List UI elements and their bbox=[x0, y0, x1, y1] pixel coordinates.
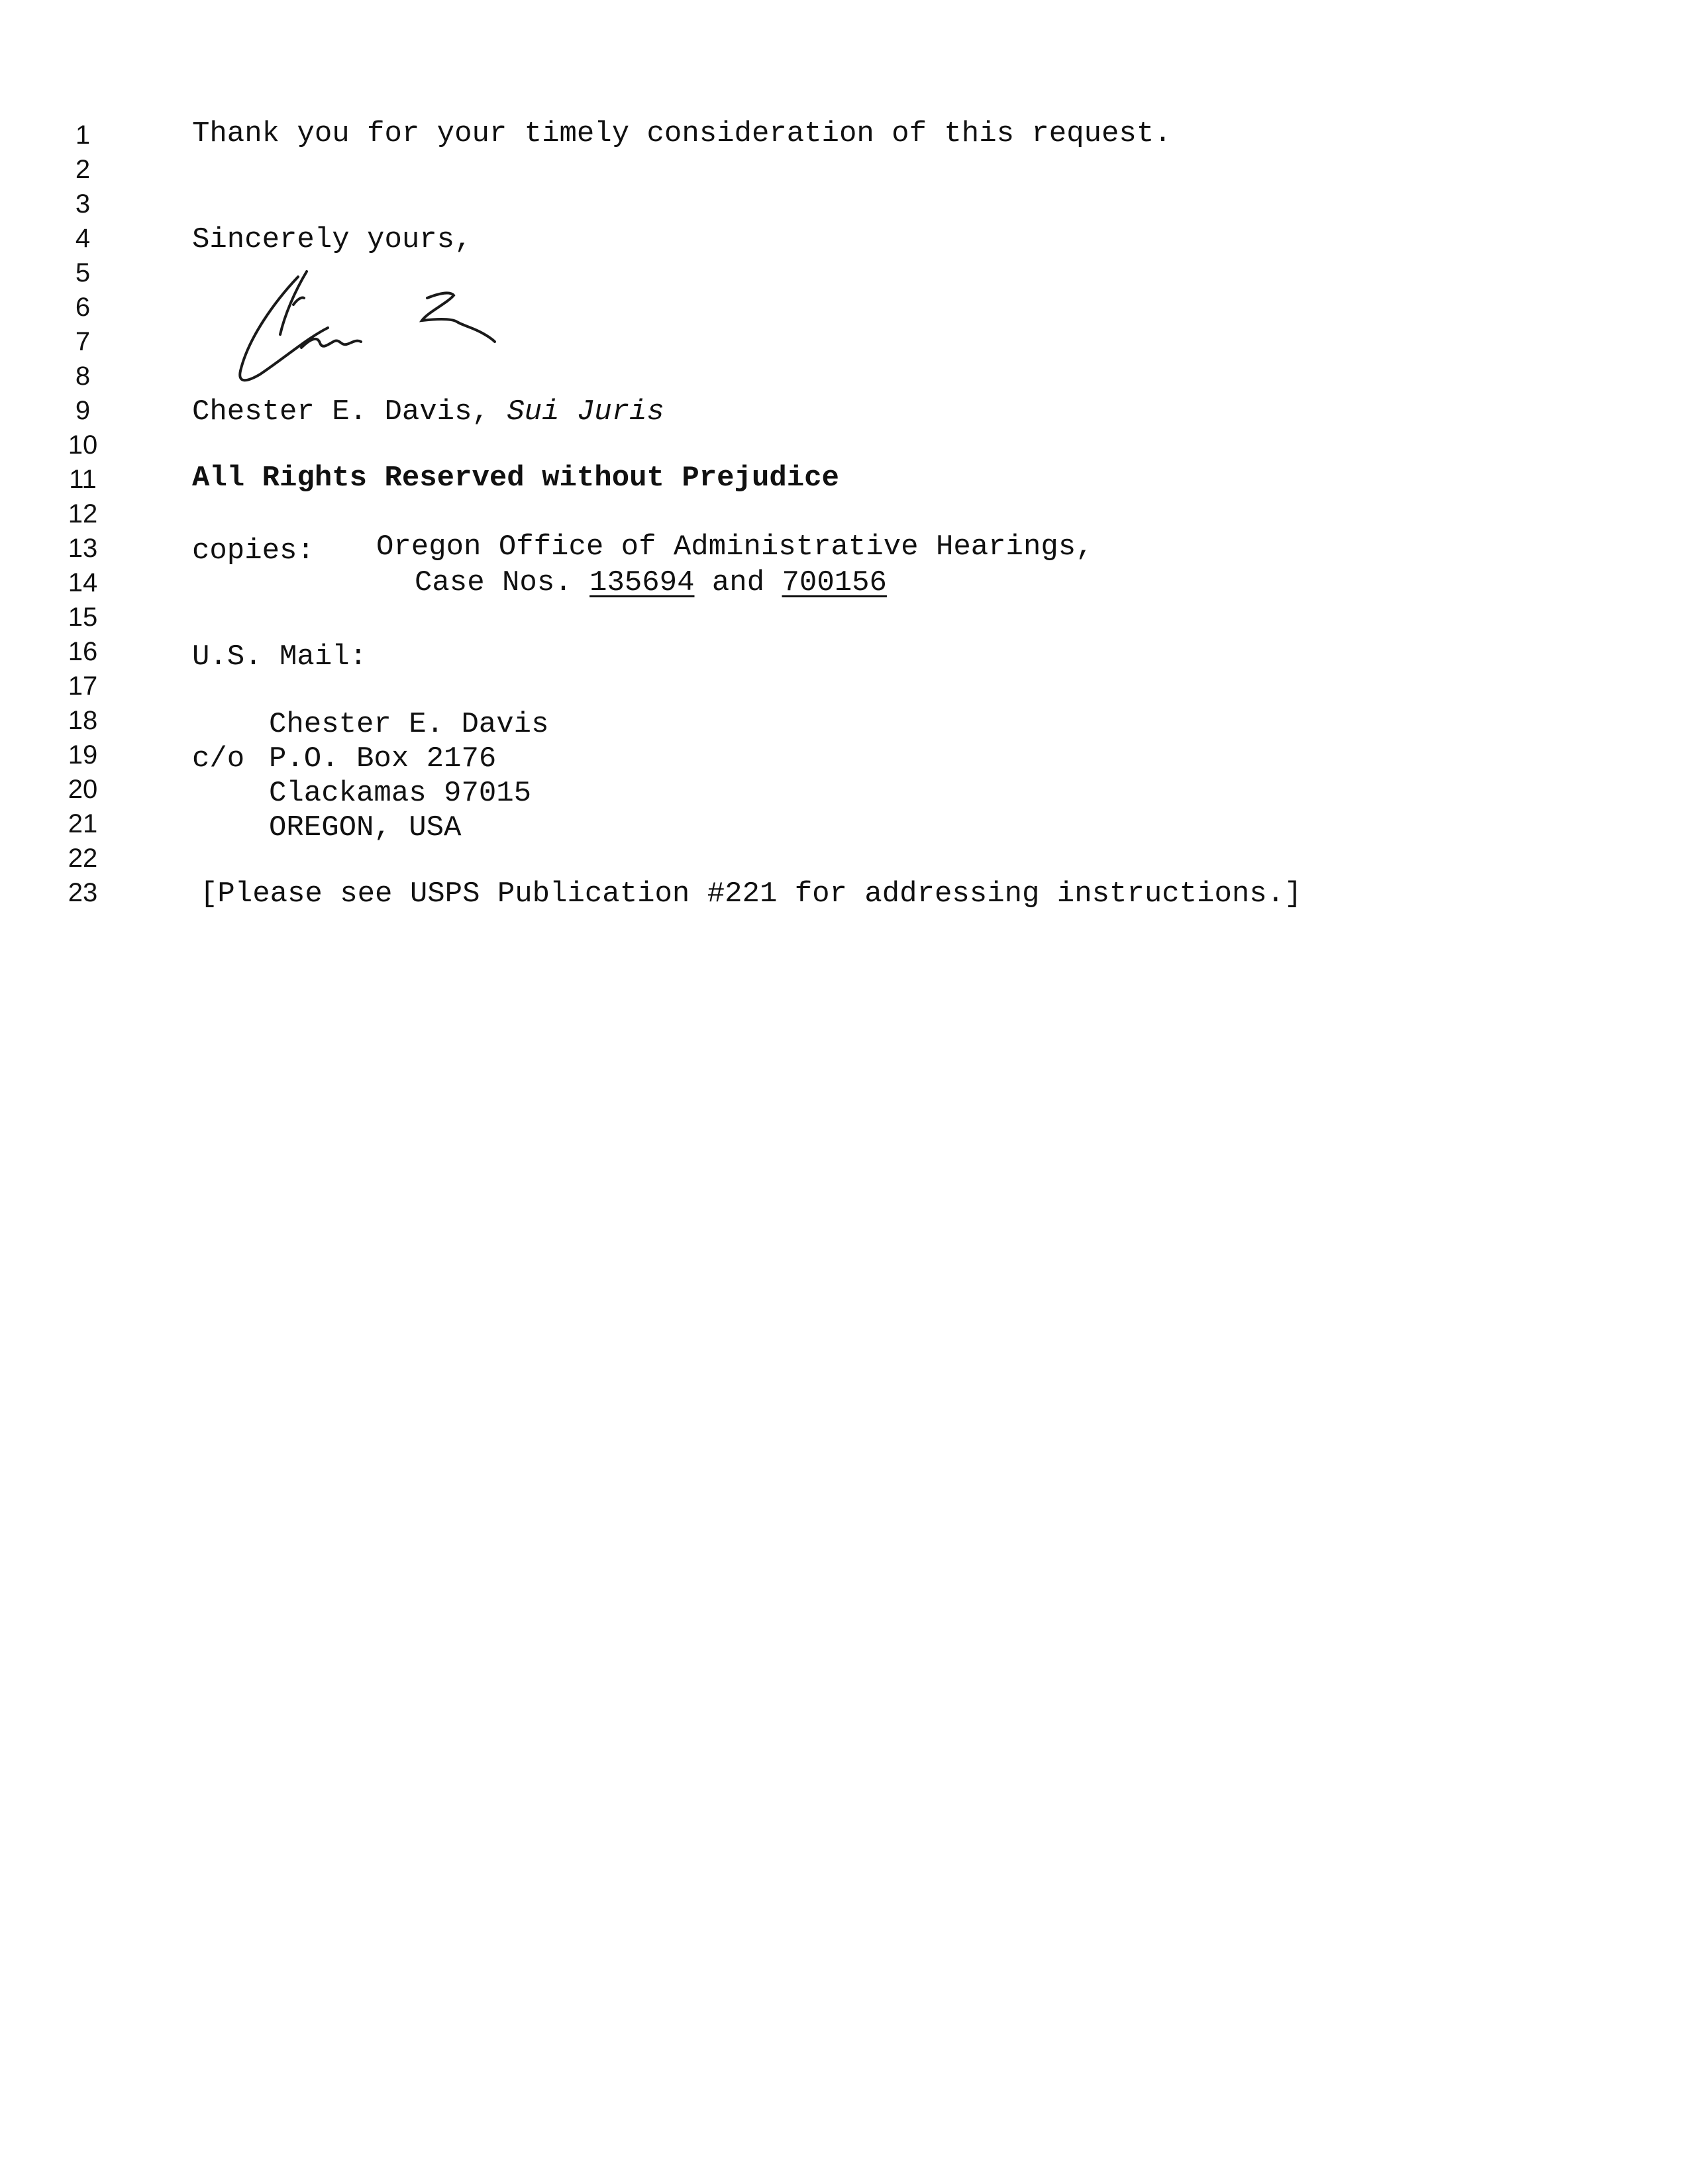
line-number: 2 bbox=[75, 155, 91, 184]
line-number: 11 bbox=[69, 465, 97, 494]
mail-name: Chester E. Davis bbox=[269, 708, 549, 741]
line-number: 9 bbox=[75, 396, 91, 425]
line-number: 1 bbox=[75, 121, 91, 150]
handwritten-signature bbox=[229, 265, 540, 397]
line-number: 20 bbox=[68, 775, 98, 804]
line-number: 13 bbox=[68, 534, 98, 563]
line-number: 7 bbox=[75, 327, 91, 356]
case-numbers-line bbox=[415, 566, 887, 600]
line-number: 8 bbox=[75, 362, 91, 391]
case-prefix: Case Nos. bbox=[415, 566, 572, 599]
case-conjunction: and bbox=[711, 566, 765, 599]
signatory-line bbox=[192, 395, 664, 429]
mail-box: P.O. Box 2176 bbox=[269, 742, 497, 775]
line-number: 21 bbox=[68, 809, 98, 838]
line-number: 14 bbox=[68, 568, 98, 597]
signatory-status: Sui Juris bbox=[507, 395, 664, 428]
line-number-gutter bbox=[46, 118, 119, 910]
signatory-name: Chester E. Davis, bbox=[192, 395, 489, 428]
line-number: 23 bbox=[68, 878, 98, 907]
mail-care-of: c/o bbox=[192, 742, 245, 775]
mail-state: OREGON, USA bbox=[269, 811, 462, 844]
line-number: 15 bbox=[68, 603, 98, 632]
line-number: 22 bbox=[68, 844, 98, 873]
mail-label: U.S. Mail: bbox=[192, 640, 368, 673]
line-number: 6 bbox=[75, 293, 91, 322]
line-number: 5 bbox=[75, 258, 91, 287]
case-number-1: 135694 bbox=[589, 566, 695, 599]
line-number: 12 bbox=[68, 499, 98, 528]
line-number: 19 bbox=[68, 740, 98, 769]
salutation: Sincerely yours, bbox=[192, 223, 472, 256]
line-number: 4 bbox=[75, 224, 91, 253]
addressing-note: [Please see USPS Publication #221 for addressing instructions.] bbox=[200, 877, 1302, 911]
line-number: 16 bbox=[68, 637, 98, 666]
mail-city: Clackamas 97015 bbox=[269, 777, 532, 810]
line-number: 3 bbox=[75, 189, 91, 219]
rights-reservation: All Rights Reserved without Prejudice bbox=[192, 462, 839, 495]
thanks-line: Thank you for your timely consideration of this request. bbox=[192, 117, 1172, 150]
line-number: 17 bbox=[68, 671, 98, 701]
case-number-2: 700156 bbox=[782, 566, 887, 599]
line-number: 10 bbox=[68, 430, 98, 460]
copies-label: copies: bbox=[192, 534, 315, 568]
line-number: 18 bbox=[68, 706, 98, 735]
copies-recipient: Oregon Office of Administrative Hearings, bbox=[376, 530, 1094, 564]
